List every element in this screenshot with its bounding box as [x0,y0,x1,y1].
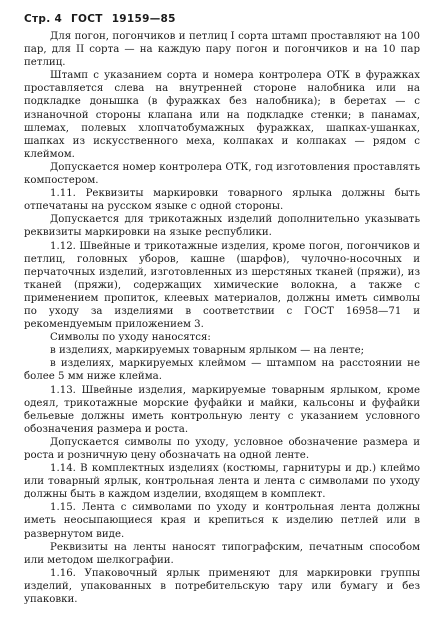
paragraph-care-symbols-label: в изделиях, маркируемых товарным ярлыком — на ленте; [50,345,365,357]
paragraph-one-ribbon: Допускается символы по уходу, условное обозначение размера и роста и розничную цену обозначать на одной ленте. [24,436,420,461]
paragraph-1-14: 1.14. В комплектных изделиях (костюмы, гарнитуры и др.) клеймо или товарный ярлык, контрольная лента и лента с символами по уходу должны быть в каждом изделии, входящем в комплект. [24,463,420,501]
paragraph-shoulder-straps-stamp: Для погон, погончиков и петлиц I сорта штамп проставляют на 100 пар, для II сорта — на каждую пару погон и погончиков и на 10 пар петлиц. [24,31,420,69]
paragraph-1-16: 1.16. Упаковочный ярлык применяют для маркировки группы изделий, упакованных в потребительскую тару или бумагу и без упаковки. [24,567,420,606]
page-number: Стр. 4 [24,13,63,25]
standard-number: 19159—85 [111,13,176,25]
paragraph-republic-language: Допускается для трикотажных изделий дополнительно указывать реквизиты маркировки на языке республики. [24,214,420,239]
paragraph-care-symbols-stamp: в изделиях, маркируемых клеймом — штампом на расстоянии не более 5 мм ниже клейма. [24,358,420,383]
paragraph-caps-stamp: Штамп с указанием сорта и номера контролера ОТК в фуражках проставляется слева на внутренней стороне налобника или на подкладке донышка (в фуражках без налобника); в беретах — с изнаночной стороны клапана или на подкладке стенки; в панамах, шлемах, полевых хлопчатобумажных фуражках, шапках-ушанках, шапках из искусственного меха, колпаках и колпаках — рядом с клеймом. [24,70,420,160]
paragraph-care-symbols-intro: Символы по уходу наносятся: [50,332,211,344]
paragraph-1-11: 1.11. Реквизиты маркировки товарного ярлыка должны быть отпечатаны на русском языке с одной стороны. [24,188,420,213]
paragraph-1-13: 1.13. Швейные изделия, маркируемые товарным ярлыком, кроме одеял, трикотажные морские фуфайки и майки, кальсоны и фуфайки бельевые должны иметь контрольную ленту с указанием условного обозначения размера и роста. [24,384,420,435]
page-header [24,13,420,25]
paragraph-compostor: Допускается номер контролера ОТК, год изготовления проставлять компостером. [24,161,420,187]
paragraph-printing-methods: Реквизиты на ленты наносят типографским, печатным способом или методом шелкографии. [24,541,420,566]
paragraph-1-15: 1.15. Лента с символами по уходу и контрольная лента должны иметь неосыпающиеся края и крепиться к изделию петлей или в развернутом виде. [24,502,420,540]
document-body [24,30,420,606]
standard-name: ГОСТ [71,13,103,25]
paragraph-1-12: 1.12. Швейные и трикотажные изделия, кроме погон, погончиков и петлиц, головных уборов, кашне (шарфов), чулочно-носочных и перчаточных изделий, изготовленных из шерстяных тканей (пряжи), из тканей (пряжи), содержащих химические волокна, а также с применением пропиток, клеевых материалов, должны иметь символы по уходу за изделиями в соответствии с ГОСТ 16958—71 и рекомендуемым приложением 3. [24,240,420,331]
